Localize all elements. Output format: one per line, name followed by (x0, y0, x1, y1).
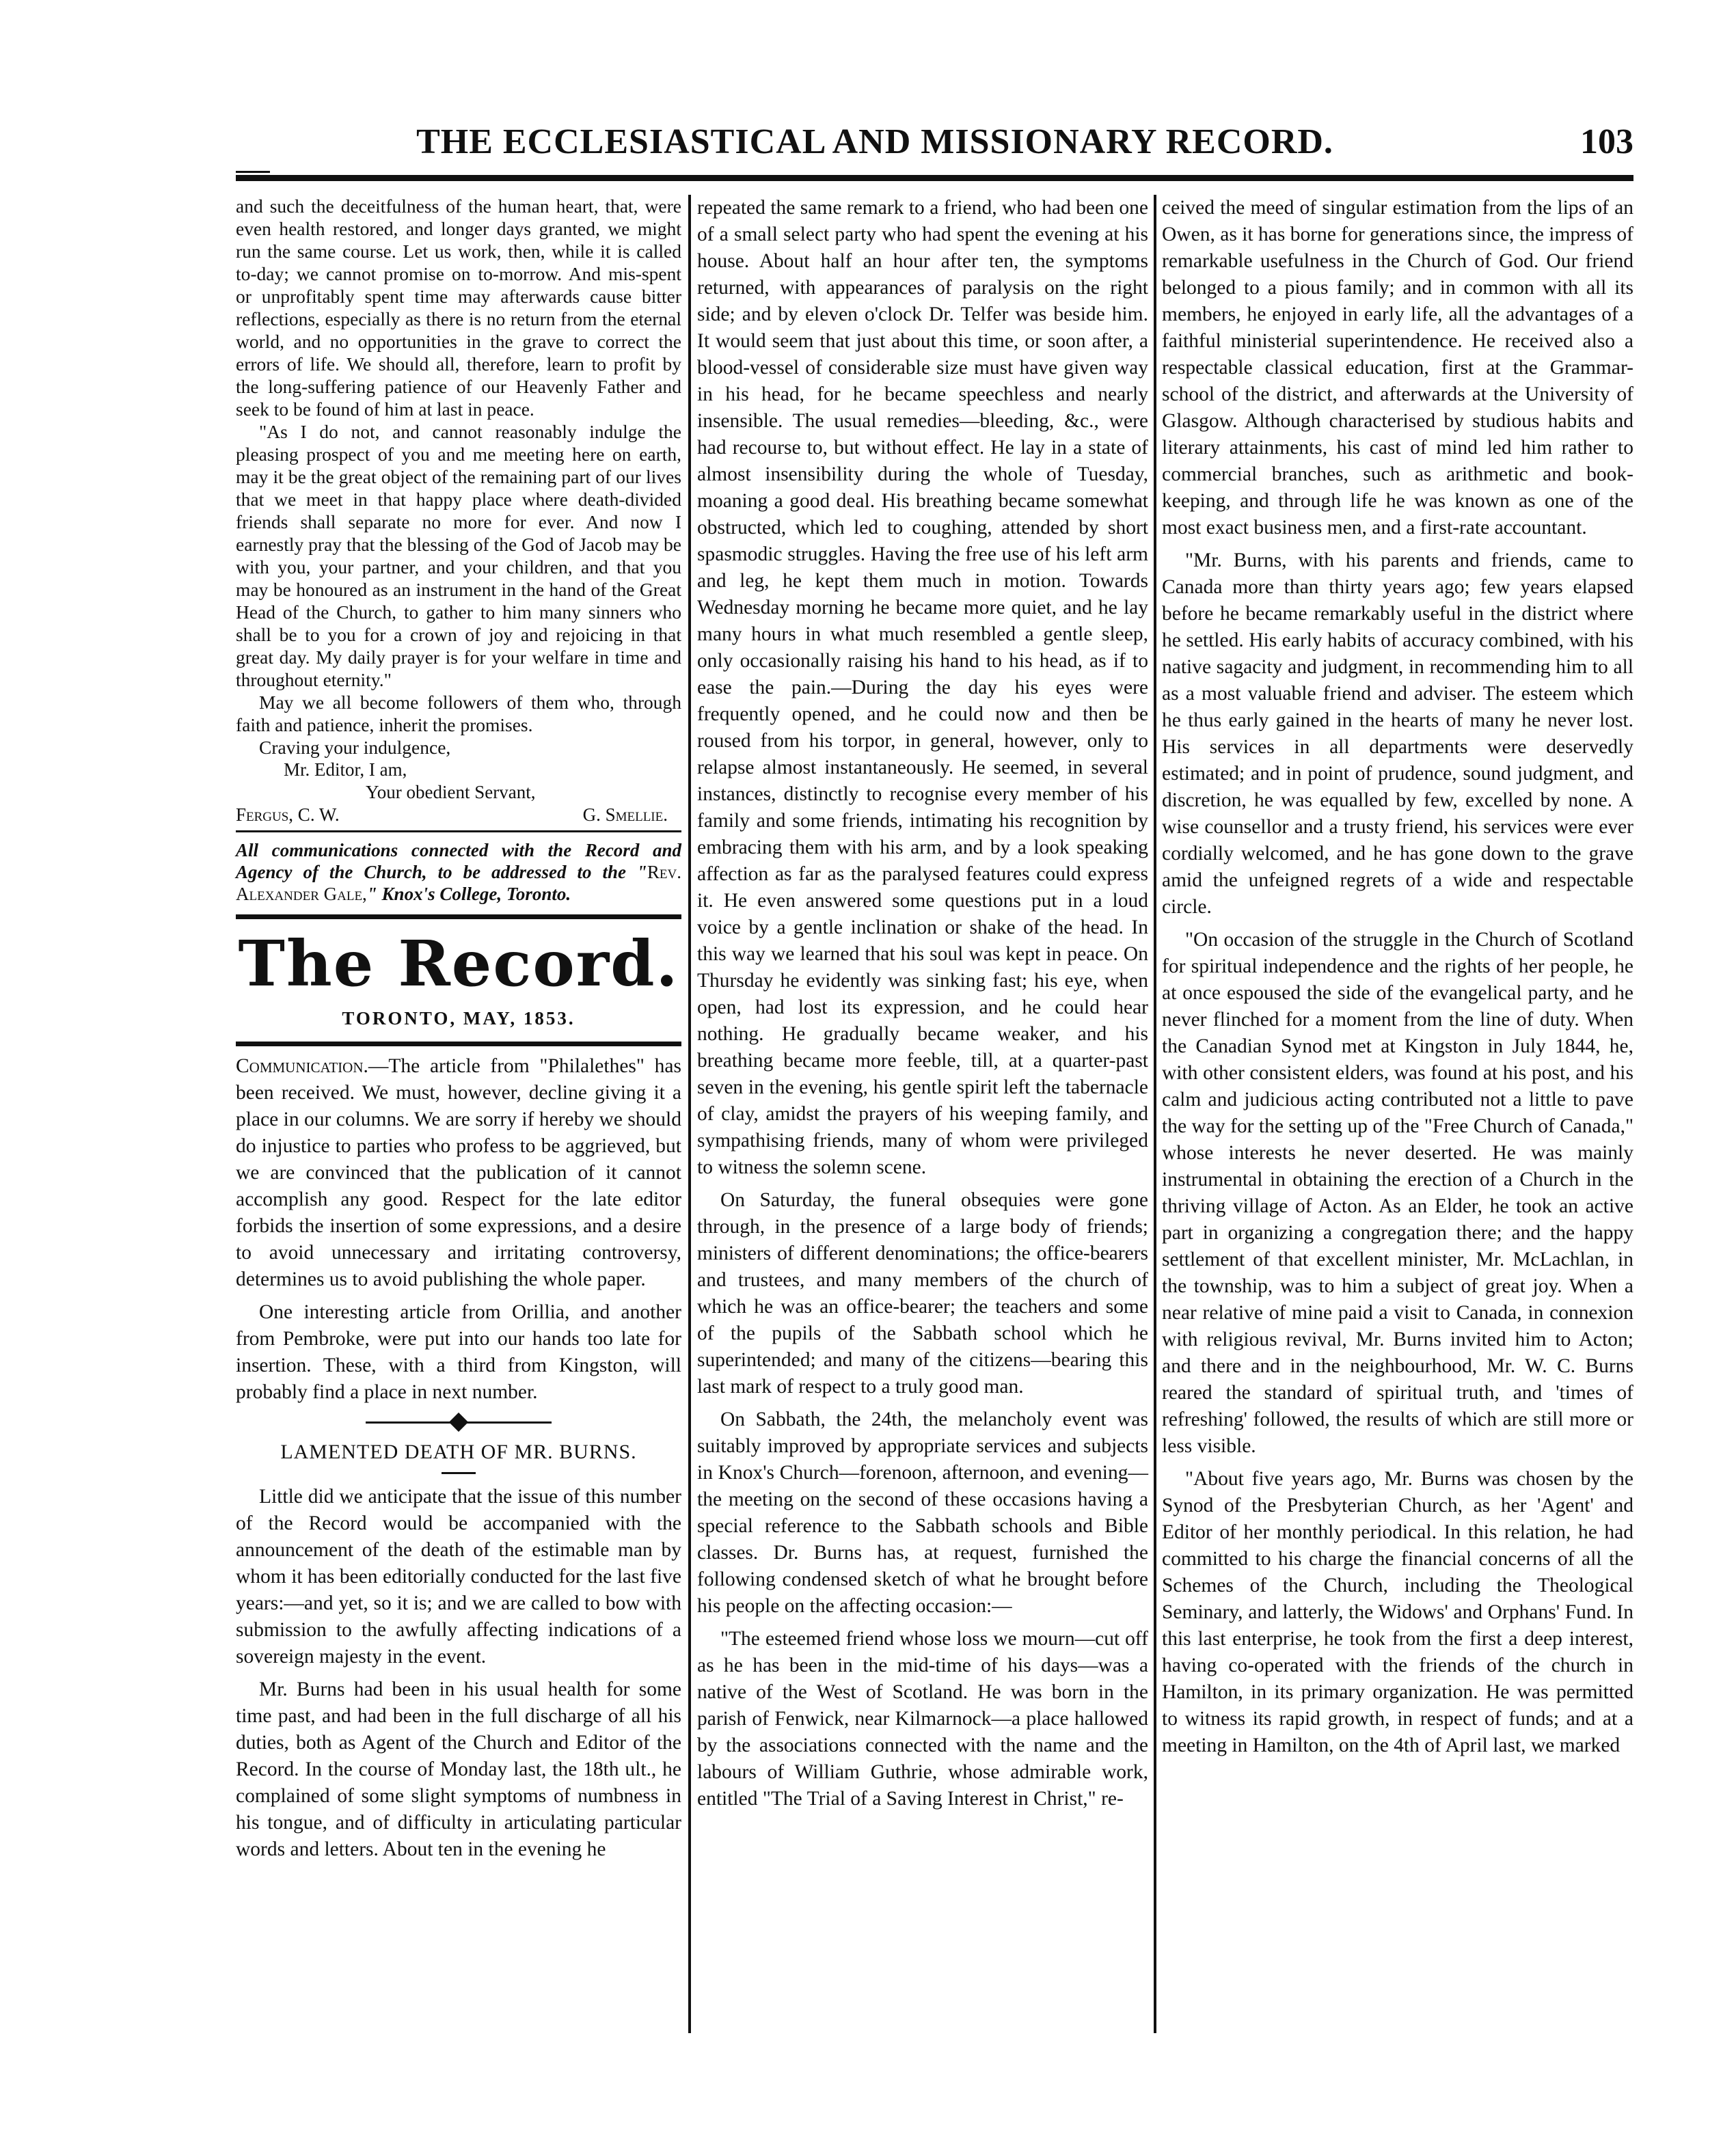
column-2 (697, 195, 1148, 1819)
body-paragraph: Mr. Burns had been in his usual health for some time past, and had been in the full discharge of all his duties, both as Agent of the Church and Editor of the Record. In the course of Monday last, the 18th ult., he complained of some slight symptoms of numbness in his tongue, and of difficulty in articulating particular words and letters. About ten in the evening he (236, 1678, 681, 1860)
letter-signature (236, 759, 681, 826)
communications-notice: All communications connected with the Record and Agency of the Church, to be addressed to the "Rev. Alexander Gale," Knox's College, Toronto. (236, 840, 681, 904)
signature-name: G. Smellie. (582, 804, 668, 825)
divider (236, 830, 681, 832)
signature-footer (236, 804, 681, 826)
letter-continuation (236, 195, 681, 759)
body-paragraph: "On occasion of the struggle in the Church of Scotland for spiritual independence and the rights of her people, he at once espoused the side of the evangelical party, and he never flinched for a moment from the line of duty. When the Canadian Synod met at Kingston in July 1844, he, with other consistent elders, was found at his post, and his calm and judicious acting contributed not a little to pave the way for the setting up of the "Free Church of Canada," whose interests he never deserted. He was mainly instrumental in obtaining the erection of a Church in the thriving village of Acton. As an Elder, he took an active part in organizing a congregation there; and the happy settlement of that excellent minister, Mr. McLachlan, in the township, was to him a subject of great joy. When a near relative of mine paid a visit to Canada, in connexion with religious revival, Mr. Burns invited him to Acton; and there and in the neighbourhood, Mr. W. C. Burns reared the standard of spiritual truth, and 'times of refreshing' followed, the results of which are still more or less visible. (1162, 929, 1633, 1457)
letter-paragraph: and such the deceitfulness of the human heart, that, were even health restored, and longer days granted, we might run the same course. Let us work, then, while it is called to-day; we cannot promise on to-morrow. And mis-spent or unprofitably spent time may afterwards cause bitter reflections, especially as there is no return from the eternal world, and no opportunities in the grave to correct the errors of life. We should all, therefore, learn to profit by the long-suffering patience of our Heavenly Father and seek to be found of him at last in peace. (236, 195, 681, 420)
page-number: 103 (1580, 122, 1633, 161)
body-paragraph: "About five years ago, Mr. Burns was chosen by the Synod of the Presbyterian Church, as her 'Agent' and Editor of her monthly periodical. In this relation, he had committed to his charge the financial concerns of all the Schemes of the Church, including the Theological Seminary, and latterly, the Widows' and Orphans' Fund. In this last enterprise, he took from the first a deep interest, having co-operated with the friends of the church in Hamilton, in its primary organization. He was permitted to witness its rapid growth, in respect of funds; and at a meeting in Hamilton, on the 4th of April last, we marked (1162, 1468, 1633, 1756)
dateline: TORONTO, MAY, 1853. (342, 1008, 575, 1029)
body-paragraph: ceived the meed of singular estimation from the lips of an Owen, as it has borne for generations since, the impress of remarkable usefulness in the Church of God. Our friend belonged to a pious family; and in common with all its members, he enjoyed in early life, all the advantages of a faithful ministerial superintendence. He received also a respectable classical education, first at the Grammar-school of the district, and afterwards at the University of Glasgow. Although characterised by studious habits and literary attainments, his cast of mind led him rather to commercial branches, such as arithmetic and book-keeping, and through life he was known as one of the most exact business men, and a first-rate accountant. (1162, 197, 1633, 539)
body-paragraph: Little did we anticipate that the issue of this number of the Record would be accompanied with the announcement of the death of the estimable man by whom it has been editorially conducted for the last five years:—and yet, so it is; and we are called to bow with submission to the awfully affecting indications of a sovereign majesty in the event. (236, 1486, 681, 1668)
signature-line: Your obedient Servant, (366, 782, 536, 802)
short-rule (442, 1472, 476, 1474)
column-1 (236, 195, 681, 1869)
running-header (226, 122, 1633, 169)
body-paragraph: On Saturday, the funeral obsequies were gone through, in the presence of a large body of friends; ministers of different denominations; the office-bearers and trustees, and many members of the church of which he was an office-bearer; the teachers and some of the pupils of the Sabbath school which he superintended; and many of the citizens—bearing this last mark of respect to a truly good man. (697, 1189, 1148, 1398)
column-rule-1 (688, 195, 691, 2033)
body-paragraph: One interesting article from Orillia, and another from Pembroke, were put into our hands too late for insertion. These, with a third from Kingston, will probably find a place in next number. (236, 1301, 681, 1403)
column-3 (1162, 195, 1633, 1765)
divider-heavy (236, 1042, 681, 1046)
journal-title: THE ECCLESIASTICAL AND MISSIONARY RECORD. (416, 122, 1333, 161)
masthead: The Record. (238, 927, 679, 1001)
ornament-divider (236, 1413, 681, 1433)
body-paragraph: On Sabbath, the 24th, the melancholy event was suitably improved by appropriate services and subjects in Knox's Church—forenoon, afternoon, and evening—the meeting on the second of these occasions having a special reference to the Sabbath schools and Bible classes. Dr. Burns has, at request, furnished the following condensed sketch of what he brought before his people on the affecting occasion:— (697, 1409, 1148, 1617)
signature-line: Mr. Editor, I am, (284, 759, 407, 780)
header-mark (236, 171, 270, 173)
article-title: LAMENTED DEATH OF MR. BURNS. (280, 1441, 637, 1463)
communication-notice: Communication.—The article from "Philalethes" has been received. We must, however, decline giving it a place in our columns. We are sorry if hereby we should do injustice to parties who profess to be aggrieved, but we are convinced that the publication of it cannot accomplish any good. Respect for the late editor forbids the insertion of some expressions, and a desire to avoid unnecessary and irritating controversy, determines us to avoid publishing the whole paper. (236, 1055, 681, 1290)
column-rule-2 (1154, 195, 1156, 2033)
letter-paragraph: Craving your indulgence, (259, 737, 451, 758)
signature-place: Fergus, C. W. (236, 804, 340, 825)
body-paragraph: "The esteemed friend whose loss we mourn—cut off as he has been in the mid-time of his days—was a native of the West of Scotland. He was born in the parish of Fenwick, near Kilmarnock—a place hallowed by the associations connected with the name and the labours of William Guthrie, whose admirable work, entitled "The Trial of a Saving Interest in Christ," re- (697, 1628, 1148, 1810)
divider-heavy (236, 914, 681, 919)
letter-paragraph: May we all become followers of them who, through faith and patience, inherit the promises. (236, 692, 681, 735)
header-rule (236, 175, 1633, 181)
body-paragraph: "Mr. Burns, with his parents and friends, came to Canada more than thirty years ago; few years elapsed before he became remarkably useful in the district where he settled. His early habits of accuracy combined, with his native sagacity and judgment, in recommending him to all as a most valuable friend and adviser. The esteem which he thus early gained in the hearts of many he never lost. His services in all departments were deservedly estimated; and in point of prudence, sound judgment, and discretion, he was equalled by few, excelled by none. A wise counsellor and a trusty friend, his services were ever cordially welcomed, and he has gone down to the grave amid the unfeigned regrets of a wide and respectable circle. (1162, 549, 1633, 918)
body-paragraph: repeated the same remark to a friend, who had been one of a small select party who had spent the evening at his house. About half an hour after ten, the symptoms returned, with appearances of paralysis on the right side; and by eleven o'clock Dr. Telfer was beside him. It would seem that just about this time, or soon after, a blood-vessel of considerable size must have given way in his head, for he became speechless and nearly insensible. The usual remedies—bleeding, &c., were had recourse to, but without effect. He lay in a state of almost insensibility during the whole of Tuesday, moaning a good deal. His breathing became somewhat obstructed, which led to coughing, attended by short spasmodic struggles. Having the free use of his left arm and leg, he kept them much in motion. Towards Wednesday morning he became more quiet, and he lay many hours in what much resembled a gentle sleep, only occasionally raising his hand to his head, as if to ease the pain.—During the day his eyes were frequently opened, and he could now and then be roused from his torpor, in general, however, only to relapse almost instantaneously. He seemed, in several instances, distinctly to recognise every member of his family and some friends, intimating his recognition by embracing them with his arm, and by a look speaking affection as far as the paralysed features could express it. He even answered some questions put in a loud voice by a gentle inclination or shake of the head. In this way we learned that his soul was kept in peace. On Thursday he evidently was sinking fast; his eye, when open, had lost its expression, and he could hear nothing. He gradually became weaker, and his breathing became more feeble, till, at a quarter-past seven in the evening, his gentle spirit left the tabernacle of clay, amidst the prayers of his weeping family, and sympathising friends, many of whom were privileged to witness the solemn scene. (697, 197, 1148, 1178)
letter-paragraph: "As I do not, and cannot reasonably indulge the pleasing prospect of you and me meeting here on earth, may it be the great object of the remaining part of our lives that we meet in that happy place where death-divided friends shall separate no more for ever. And now I earnestly pray that the blessing of the God of Jacob may be with you, your partner, and your children, and that you may be honoured as an instrument in the hand of the Great Head of the Church, to gather to him many sinners who shall be to you for a crown of joy and rejoicing in that great day. My daily prayer is for your welfare in time and throughout eternity." (236, 421, 681, 690)
